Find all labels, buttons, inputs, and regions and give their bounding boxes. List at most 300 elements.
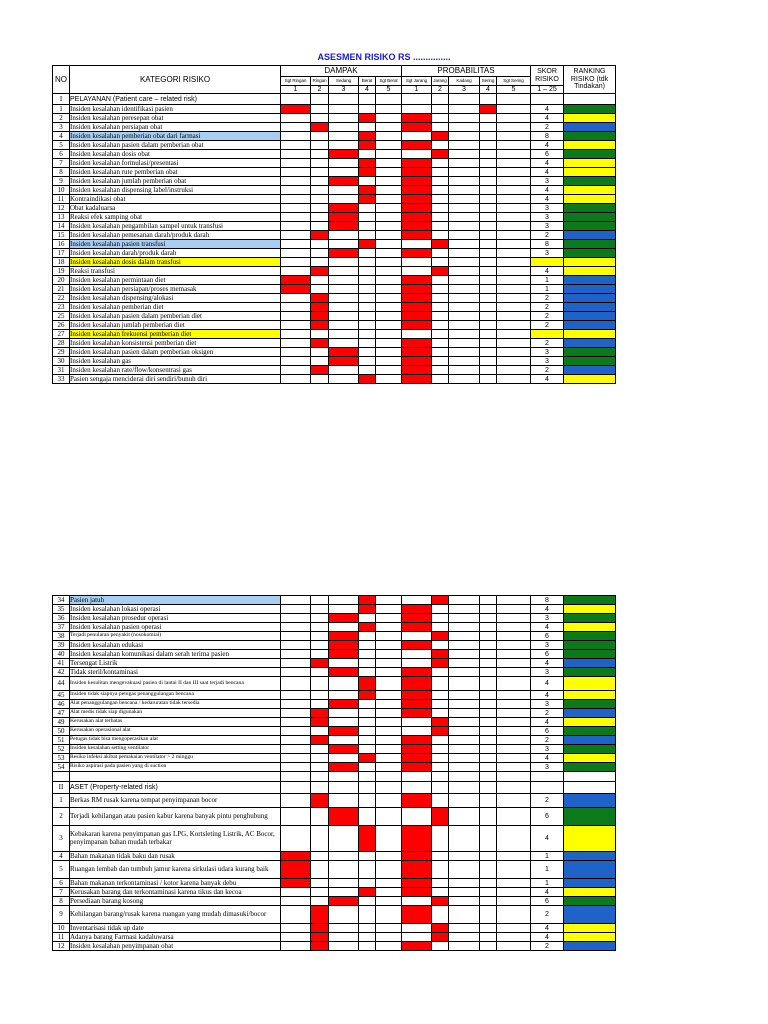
probabilitas-cell: [497, 808, 531, 826]
probabilitas-cell: [480, 231, 497, 240]
dampak-cell: [329, 861, 359, 879]
ranking-cell: [564, 736, 616, 745]
probabilitas-cell: [402, 745, 432, 754]
dampak-cell: [311, 808, 329, 826]
col-header-skor: SKOR RISIKO: [531, 66, 564, 86]
risk-score: 3: [531, 763, 564, 772]
probabilitas-cell: [402, 150, 432, 159]
probabilitas-cell: [480, 249, 497, 258]
ranking-cell: [564, 677, 616, 691]
probabilitas-cell: [497, 105, 531, 114]
dampak-level-label: Berat: [359, 77, 376, 86]
dampak-cell: [359, 258, 376, 267]
probabilitas-cell: [449, 942, 480, 951]
dampak-cell: [329, 736, 359, 745]
risk-row: [53, 659, 616, 668]
dampak-cell: [359, 240, 376, 249]
probabilitas-cell: [480, 213, 497, 222]
dampak-cell: [311, 186, 329, 195]
probabilitas-cell: [497, 213, 531, 222]
dampak-cell: [329, 763, 359, 772]
probabilitas-cell: [449, 727, 480, 736]
risk-row: [53, 276, 616, 285]
probabilitas-cell: [497, 186, 531, 195]
row-number: 19: [53, 267, 70, 276]
dampak-cell: [376, 366, 402, 375]
row-number: 2: [53, 808, 70, 826]
probabilitas-cell: [480, 285, 497, 294]
dampak-cell: [329, 366, 359, 375]
dampak-cell: [376, 285, 402, 294]
risk-category: Insiden kesalahan pemesanan darah/produk darah: [70, 231, 281, 240]
probabilitas-cell: [432, 641, 449, 650]
dampak-cell: [311, 942, 329, 951]
dampak-cell: [311, 650, 329, 659]
spacer-row: [53, 772, 616, 782]
probabilitas-cell: [497, 906, 531, 924]
row-number: 26: [53, 321, 70, 330]
risk-row: [53, 204, 616, 213]
skor-range: 1 – 25: [531, 86, 564, 94]
probabilitas-cell: [497, 114, 531, 123]
dampak-cell: [359, 204, 376, 213]
probabilitas-cell: [402, 159, 432, 168]
dampak-cell: [311, 348, 329, 357]
probabilitas-cell: [432, 700, 449, 709]
risk-row: [53, 745, 616, 754]
risk-row: [53, 240, 616, 249]
dampak-cell: [329, 897, 359, 906]
risk-score: 4: [531, 718, 564, 727]
risk-row: [53, 888, 616, 897]
probabilitas-cell: [449, 240, 480, 249]
dampak-cell: [311, 596, 329, 605]
probabilitas-cell: [449, 222, 480, 231]
dampak-cell: [311, 294, 329, 303]
risk-category: Insiden kesalahan pemberian obat dari farmasi: [70, 132, 281, 141]
risk-row: [53, 650, 616, 659]
dampak-cell: [376, 195, 402, 204]
probabilitas-cell: [497, 366, 531, 375]
dampak-cell: [281, 105, 311, 114]
probabilitas-cell: [480, 141, 497, 150]
ranking-cell: [564, 754, 616, 763]
probabilitas-cell: [497, 754, 531, 763]
risk-row: [53, 114, 616, 123]
probabilitas-cell: [497, 348, 531, 357]
probabilitas-cell: [402, 709, 432, 718]
dampak-cell: [376, 736, 402, 745]
risk-score: 4: [531, 267, 564, 276]
risk-score: 6: [531, 632, 564, 641]
dampak-cell: [359, 727, 376, 736]
risk-score: 3: [531, 222, 564, 231]
probabilitas-cell: [497, 375, 531, 384]
risk-score: 3: [531, 614, 564, 623]
ranking-cell: [564, 150, 616, 159]
dampak-cell: [281, 668, 311, 677]
probabilitas-cell: [402, 276, 432, 285]
row-number: 4: [53, 132, 70, 141]
probabilitas-cell: [497, 650, 531, 659]
risk-category: Insiden kesalahan edukasi: [70, 641, 281, 650]
dampak-cell: [376, 605, 402, 614]
dampak-cell: [376, 150, 402, 159]
probabilitas-cell: [449, 375, 480, 384]
dampak-cell: [311, 668, 329, 677]
dampak-cell: [329, 906, 359, 924]
probabilitas-cell: [432, 754, 449, 763]
dampak-cell: [376, 942, 402, 951]
risk-row: [53, 321, 616, 330]
probabilitas-cell: [402, 596, 432, 605]
row-number: 10: [53, 186, 70, 195]
dampak-cell: [376, 159, 402, 168]
probabilitas-cell: [497, 222, 531, 231]
risk-row: [53, 285, 616, 294]
dampak-cell: [311, 231, 329, 240]
risk-score: 3: [531, 177, 564, 186]
probabilitas-cell: [432, 736, 449, 745]
dampak-cell: [329, 312, 359, 321]
empty-cell: [497, 782, 531, 794]
empty-cell: [376, 782, 402, 794]
risk-score: 6: [531, 650, 564, 659]
empty-cell: [329, 782, 359, 794]
risk-category: Pasien sengaja menciderai diri sendiri/bunuh diri: [70, 375, 281, 384]
dampak-cell: [359, 348, 376, 357]
probabilitas-cell: [449, 177, 480, 186]
risk-score: 2: [531, 123, 564, 132]
risk-category: Inventarisasi tidak up date: [70, 924, 281, 933]
ranking-cell: [564, 177, 616, 186]
probabilitas-cell: [402, 240, 432, 249]
row-number: 13: [53, 213, 70, 222]
probabilitas-cell: [402, 852, 432, 861]
probabilitas-cell: [480, 668, 497, 677]
ranking-cell: [564, 641, 616, 650]
section-number: I: [53, 94, 70, 105]
ranking-cell: [564, 942, 616, 951]
dampak-cell: [281, 114, 311, 123]
level-number: 3: [449, 86, 480, 94]
probabilitas-cell: [402, 754, 432, 763]
dampak-cell: [359, 276, 376, 285]
dampak-cell: [311, 330, 329, 339]
risk-row: [53, 754, 616, 763]
risk-row: [53, 879, 616, 888]
risk-category: Insiden kesalahan dosis obat: [70, 150, 281, 159]
probabilitas-cell: [402, 186, 432, 195]
probabilitas-cell: [402, 659, 432, 668]
dampak-cell: [329, 285, 359, 294]
dampak-cell: [281, 826, 311, 852]
probabilitas-cell: [432, 879, 449, 888]
probabilitas-cell: [449, 123, 480, 132]
risk-category: Insiden kesalahan gas: [70, 357, 281, 366]
probabilitas-cell: [497, 794, 531, 808]
probabilitas-cell: [480, 632, 497, 641]
probabilitas-cell: [480, 614, 497, 623]
dampak-cell: [376, 222, 402, 231]
probabilitas-cell: [402, 736, 432, 745]
risk-row: [53, 249, 616, 258]
row-number: 29: [53, 348, 70, 357]
probabilitas-cell: [432, 285, 449, 294]
risk-row: [53, 906, 616, 924]
probabilitas-cell: [449, 888, 480, 897]
risk-row: [53, 794, 616, 808]
probabilitas-cell: [497, 168, 531, 177]
probabilitas-cell: [480, 596, 497, 605]
probabilitas-cell: [449, 213, 480, 222]
section-row: [53, 782, 616, 794]
probabilitas-cell: [402, 213, 432, 222]
dampak-cell: [359, 303, 376, 312]
empty-cell: [449, 772, 480, 782]
dampak-cell: [281, 366, 311, 375]
probabilitas-cell: [497, 763, 531, 772]
risk-category: Obat kadaluarsa: [70, 204, 281, 213]
dampak-cell: [376, 709, 402, 718]
dampak-cell: [359, 924, 376, 933]
probabilitas-cell: [497, 159, 531, 168]
row-number: 38: [53, 632, 70, 641]
ranking-cell: [564, 195, 616, 204]
dampak-cell: [359, 105, 376, 114]
dampak-cell: [311, 267, 329, 276]
probabilitas-cell: [432, 763, 449, 772]
probabilitas-cell: [497, 303, 531, 312]
dampak-cell: [311, 641, 329, 650]
risk-score: 2: [531, 794, 564, 808]
row-number: 9: [53, 177, 70, 186]
risk-row: [53, 709, 616, 718]
dampak-cell: [376, 177, 402, 186]
dampak-cell: [359, 650, 376, 659]
risk-category: Insiden kesalahan prosedur operasi: [70, 614, 281, 623]
probabilitas-cell: [449, 186, 480, 195]
dampak-cell: [329, 132, 359, 141]
dampak-cell: [376, 650, 402, 659]
dampak-cell: [376, 826, 402, 852]
probabilitas-cell: [480, 357, 497, 366]
probabilitas-cell: [497, 727, 531, 736]
dampak-cell: [329, 303, 359, 312]
dampak-cell: [359, 132, 376, 141]
dampak-cell: [281, 195, 311, 204]
ranking-cell: [564, 888, 616, 897]
probabilitas-cell: [432, 942, 449, 951]
probabilitas-cell: [432, 123, 449, 132]
risk-row: [53, 861, 616, 879]
dampak-cell: [311, 258, 329, 267]
probabilitas-level-label: Sering: [480, 77, 497, 86]
row-number: 42: [53, 668, 70, 677]
dampak-cell: [359, 213, 376, 222]
probabilitas-cell: [402, 700, 432, 709]
dampak-cell: [329, 321, 359, 330]
probabilitas-cell: [497, 924, 531, 933]
empty-cell: [281, 772, 311, 782]
probabilitas-cell: [402, 794, 432, 808]
risk-score: 2: [531, 366, 564, 375]
risk-score: 6: [531, 727, 564, 736]
probabilitas-cell: [402, 258, 432, 267]
probabilitas-cell: [480, 303, 497, 312]
risk-score: 1: [531, 861, 564, 879]
dampak-cell: [359, 641, 376, 650]
risk-score: 3: [531, 745, 564, 754]
ranking-cell: [564, 596, 616, 605]
empty-cell: [359, 772, 376, 782]
probabilitas-cell: [449, 659, 480, 668]
dampak-cell: [281, 258, 311, 267]
dampak-cell: [376, 727, 402, 736]
row-number: 49: [53, 718, 70, 727]
probabilitas-cell: [449, 605, 480, 614]
row-number: 45: [53, 691, 70, 700]
dampak-cell: [359, 177, 376, 186]
risk-score: 1: [531, 852, 564, 861]
probabilitas-cell: [449, 623, 480, 632]
probabilitas-cell: [480, 222, 497, 231]
probabilitas-cell: [497, 659, 531, 668]
risk-row: [53, 294, 616, 303]
risk-score: 4: [531, 159, 564, 168]
probabilitas-cell: [402, 614, 432, 623]
dampak-cell: [329, 808, 359, 826]
ranking-cell: [564, 632, 616, 641]
probabilitas-cell: [497, 294, 531, 303]
probabilitas-cell: [449, 267, 480, 276]
ranking-cell: [564, 933, 616, 942]
ranking-cell: [564, 213, 616, 222]
ranking-cell: [564, 659, 616, 668]
dampak-cell: [311, 700, 329, 709]
probabilitas-cell: [402, 366, 432, 375]
dampak-cell: [329, 204, 359, 213]
risk-category: Insiden kesalahan persiapan/proses memasak: [70, 285, 281, 294]
risk-row: [53, 213, 616, 222]
probabilitas-cell: [449, 763, 480, 772]
probabilitas-cell: [402, 897, 432, 906]
risk-row: [53, 177, 616, 186]
dampak-cell: [376, 123, 402, 132]
dampak-cell: [359, 321, 376, 330]
col-header-probabilitas: PROBABILITAS: [402, 66, 531, 77]
dampak-cell: [311, 861, 329, 879]
probabilitas-cell: [432, 186, 449, 195]
row-number: 4: [53, 852, 70, 861]
dampak-cell: [359, 159, 376, 168]
probabilitas-cell: [480, 132, 497, 141]
probabilitas-cell: [432, 933, 449, 942]
row-number: 30: [53, 357, 70, 366]
dampak-cell: [329, 168, 359, 177]
dampak-cell: [329, 105, 359, 114]
dampak-cell: [281, 924, 311, 933]
probabilitas-cell: [449, 357, 480, 366]
probabilitas-cell: [449, 258, 480, 267]
probabilitas-cell: [480, 348, 497, 357]
risk-row: [53, 195, 616, 204]
dampak-cell: [329, 141, 359, 150]
dampak-cell: [376, 623, 402, 632]
dampak-cell: [311, 114, 329, 123]
dampak-cell: [359, 294, 376, 303]
row-number: 7: [53, 888, 70, 897]
row-number: 39: [53, 641, 70, 650]
dampak-cell: [311, 312, 329, 321]
dampak-cell: [359, 366, 376, 375]
dampak-cell: [281, 897, 311, 906]
risk-category: Terjadi penularan penyakit (nosokomial): [70, 632, 281, 641]
ranking-cell: [564, 285, 616, 294]
dampak-cell: [376, 659, 402, 668]
dampak-cell: [281, 852, 311, 861]
probabilitas-cell: [480, 709, 497, 718]
probabilitas-cell: [497, 942, 531, 951]
probabilitas-cell: [432, 794, 449, 808]
dampak-cell: [359, 808, 376, 826]
dampak-cell: [376, 888, 402, 897]
row-number: 5: [53, 861, 70, 879]
probabilitas-cell: [402, 105, 432, 114]
probabilitas-cell: [432, 240, 449, 249]
risk-category: Insiden kesalahan pasien dalam pemberian obat: [70, 141, 281, 150]
dampak-cell: [376, 357, 402, 366]
col-header-kategori: KATEGORI RISIKO: [70, 66, 281, 94]
probabilitas-cell: [432, 141, 449, 150]
dampak-cell: [281, 123, 311, 132]
row-number: 54: [53, 763, 70, 772]
dampak-cell: [281, 132, 311, 141]
ranking-cell: [564, 745, 616, 754]
empty-cell: [281, 782, 311, 794]
empty-cell: [432, 772, 449, 782]
probabilitas-cell: [449, 204, 480, 213]
empty-cell: [311, 782, 329, 794]
probabilitas-cell: [402, 605, 432, 614]
probabilitas-cell: [497, 677, 531, 691]
dampak-cell: [329, 700, 359, 709]
risk-category: Alat penanggulangan bencana / kedaruratan tidak tersedia: [70, 700, 281, 709]
probabilitas-cell: [432, 659, 449, 668]
dampak-cell: [311, 727, 329, 736]
risk-row: [53, 700, 616, 709]
risk-category: Bahan makanan terkontaminasi / kotor karena banyak debu: [70, 879, 281, 888]
risk-category: Petugas tidak bisa mengoperasikan alat: [70, 736, 281, 745]
row-number: 3: [53, 123, 70, 132]
risk-row: [53, 641, 616, 650]
dampak-cell: [376, 114, 402, 123]
risk-score: 4: [531, 754, 564, 763]
probabilitas-cell: [497, 330, 531, 339]
row-number: 20: [53, 276, 70, 285]
probabilitas-cell: [497, 691, 531, 700]
probabilitas-cell: [480, 240, 497, 249]
probabilitas-cell: [402, 668, 432, 677]
dampak-cell: [359, 267, 376, 276]
dampak-cell: [281, 879, 311, 888]
dampak-cell: [281, 330, 311, 339]
probabilitas-cell: [402, 123, 432, 132]
empty-cell: [531, 782, 564, 794]
risk-category: Insiden kesalahan jumlah pemberian obat: [70, 177, 281, 186]
dampak-cell: [376, 240, 402, 249]
risk-category: Insiden kesalahan setting ventilator: [70, 745, 281, 754]
